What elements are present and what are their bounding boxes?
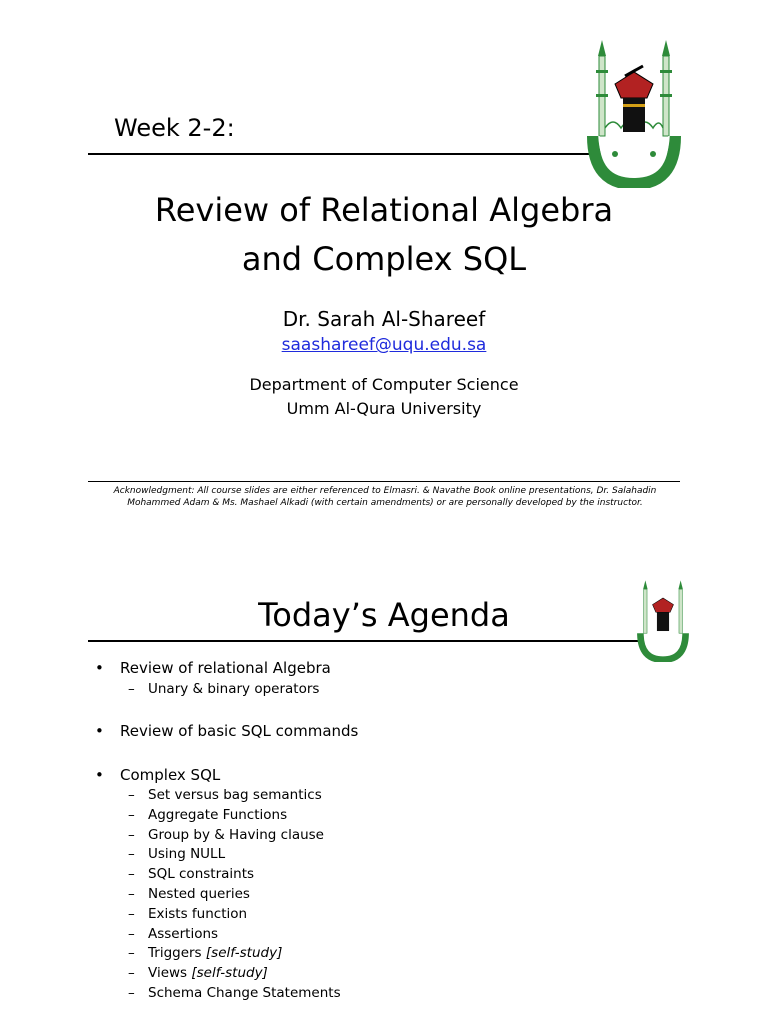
sub-item <box>128 926 218 942</box>
dash-icon: – <box>128 846 135 862</box>
dash-icon: – <box>128 681 135 697</box>
email-link-row <box>0 335 768 355</box>
self-study-note: [self-study] <box>191 965 268 981</box>
ack-line-2: Mohammed Adam & Ms. Mashael Alkadi (with certain amendments) or are personally developed by the instructor. <box>127 498 643 508</box>
sub-item-text: Unary & binary operators <box>148 681 320 697</box>
title-line-1: Review of Relational Algebra <box>154 191 614 229</box>
sub-item <box>128 807 287 823</box>
agenda-item-text: Review of basic SQL commands <box>120 722 359 740</box>
sub-item-text: SQL constraints <box>148 866 255 882</box>
dash-icon: – <box>128 926 135 942</box>
title-line-2: and Complex SQL <box>241 240 527 278</box>
agenda-divider <box>88 640 638 642</box>
sub-item-text: Views <box>148 965 192 981</box>
sub-item <box>128 827 324 843</box>
university-logo-small <box>636 578 690 662</box>
sub-item-text: Using NULL <box>148 846 226 862</box>
sub-item <box>128 866 254 882</box>
dash-icon: – <box>128 985 135 1001</box>
dash-icon: – <box>128 906 135 922</box>
sub-item-text: Assertions <box>148 926 219 942</box>
sub-item <box>128 886 250 902</box>
acknowledgment <box>100 485 670 509</box>
department: Department of Computer Science <box>249 375 519 394</box>
title-divider <box>88 153 594 155</box>
university: Umm Al-Qura University <box>286 399 482 418</box>
bullet-icon: • <box>95 766 104 784</box>
dash-icon: – <box>128 886 135 902</box>
dash-icon: – <box>128 965 135 981</box>
sub-item <box>128 945 282 961</box>
sub-item-text: Triggers <box>148 945 206 961</box>
sub-item-text: Exists function <box>148 906 248 922</box>
sub-item-text: Aggregate Functions <box>148 807 288 823</box>
sub-item-text: Set versus bag semantics <box>148 787 322 803</box>
ack-divider <box>88 481 680 482</box>
bullet-icon: • <box>95 722 104 740</box>
email-link[interactable]: saashareef@uqu.edu.sa <box>281 335 487 355</box>
sub-item <box>128 985 341 1001</box>
bullet-icon: • <box>95 659 104 677</box>
sub-item <box>128 681 319 697</box>
dash-icon: – <box>128 866 135 882</box>
dash-icon: – <box>128 945 135 961</box>
dash-icon: – <box>128 787 135 803</box>
self-study-note: [self-study] <box>205 945 283 961</box>
agenda-title: Today’s Agenda <box>258 596 510 634</box>
sub-item-text: Schema Change Statements <box>148 985 341 1001</box>
dash-icon: – <box>128 827 135 843</box>
week-label: Week 2-2: <box>114 114 235 142</box>
sub-item <box>128 906 247 922</box>
dash-icon: – <box>128 807 135 823</box>
agenda-item-text: Review of relational Algebra <box>120 659 331 677</box>
sub-item-text: Nested queries <box>148 886 250 902</box>
agenda-item-text: Complex SQL <box>120 766 221 784</box>
author-name: Dr. Sarah Al-Shareef <box>282 307 486 331</box>
sub-item <box>128 846 225 862</box>
university-logo <box>585 36 683 188</box>
sub-item <box>128 965 268 981</box>
sub-item <box>128 787 322 803</box>
sub-item-text: Group by & Having clause <box>148 827 324 843</box>
ack-line-1: Acknowledgment: All course slides are either referenced to Elmasri. & Navathe Book online presentations, Dr. Salahadin <box>113 486 657 496</box>
